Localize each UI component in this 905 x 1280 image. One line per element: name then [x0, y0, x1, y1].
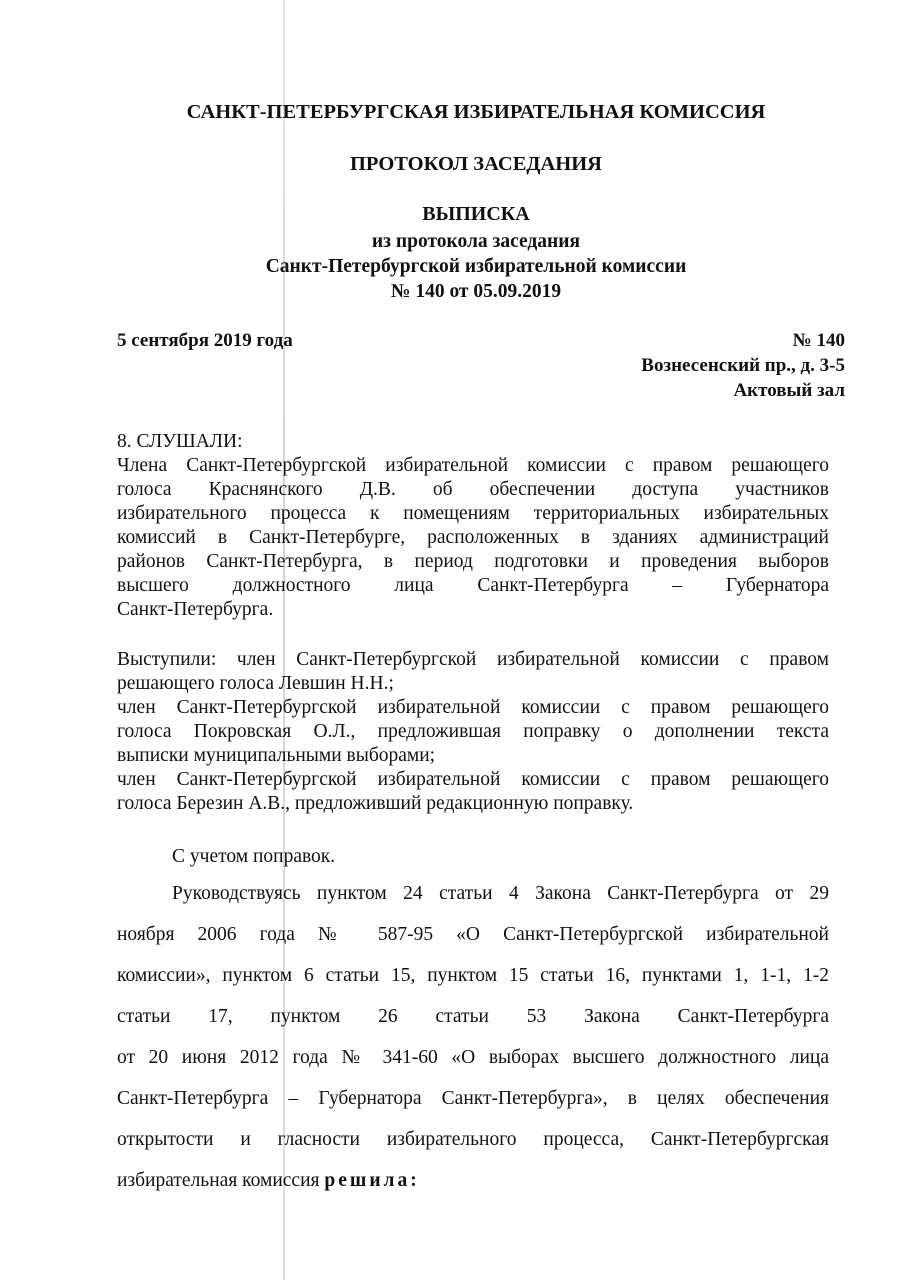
decision-prefix: избирательная комиссия: [117, 1170, 325, 1191]
paragraph-line: открытости и гласности избирательного процесса, Санкт-Петербургская: [117, 1129, 829, 1150]
organization-heading: САНКТ-ПЕТЕРБУРГСКАЯ ИЗБИРАТЕЛЬНАЯ КОМИССИЯ: [186, 101, 766, 123]
paragraph-line: выписки муниципальными выборами;: [117, 745, 436, 766]
paragraph-line: высшего должностного лица Санкт-Петербурга – Губернатора: [117, 575, 829, 596]
paragraph-line: от 20 июня 2012 года № 341-60 «О выборах высшего должностного лица: [117, 1047, 829, 1068]
protocol-number: № 140: [792, 330, 845, 351]
paragraph-line: член Санкт-Петербургской избирательной комиссии с правом решающего: [117, 697, 829, 718]
paragraph-line: Руководствуясь пунктом 24 статьи 4 Закона Санкт-Петербурга от 29: [172, 883, 829, 904]
paragraph-line: голоса Березин А.В., предложивший редакционную поправку.: [117, 793, 634, 814]
paragraph-line: статьи 17, пунктом 26 статьи 53 Закона Санкт-Петербурга: [117, 1006, 829, 1027]
extract-subtitle-1: из протокола заседания: [371, 231, 581, 252]
paragraph-line: голоса Покровская О.Л., предложившая поправку о дополнении текста: [117, 721, 829, 742]
paragraph-line: Санкт-Петербурга – Губернатора Санкт-Петербурга», в целях обеспечения: [117, 1088, 829, 1109]
decision-final-line: [117, 1160, 829, 1201]
paragraph-line: Выступили: член Санкт-Петербургской избирательной комиссии с правом: [117, 649, 829, 670]
paragraph-line: избирательного процесса к помещениям территориальных избирательных: [117, 503, 829, 524]
extract-subtitle-3: № 140 от 05.09.2019: [390, 281, 562, 302]
extract-subtitle-2: Санкт-Петербургской избирательной комиссии: [265, 256, 687, 277]
paragraph-line: комиссии», пунктом 6 статьи 15, пунктом 15 статьи 16, пунктами 1, 1-1, 1-2: [117, 965, 829, 986]
meeting-date: 5 сентября 2019 года: [117, 330, 293, 351]
amendments-note: С учетом поправок.: [172, 846, 336, 867]
heard-heading: 8. СЛУШАЛИ:: [117, 431, 243, 452]
heard-section: [117, 430, 829, 622]
decision-section: [117, 873, 829, 1201]
paragraph-line: комиссий в Санкт-Петербурге, расположенных в зданиях администраций: [117, 527, 829, 548]
speakers-section: [117, 648, 829, 816]
paragraph-line: голоса Краснянского Д.В. об обеспечении доступа участников: [117, 479, 829, 500]
paragraph-line: Санкт-Петербурга.: [117, 599, 274, 620]
paragraph-line: Члена Санкт-Петербургской избирательной комиссии с правом решающего: [117, 455, 829, 476]
paragraph-line: член Санкт-Петербургской избирательной комиссии с правом решающего: [117, 769, 829, 790]
paragraph-line: решающего голоса Левшин Н.Н.;: [117, 673, 394, 694]
paragraph-line: районов Санкт-Петербурга, в период подготовки и проведения выборов: [117, 551, 829, 572]
extract-title: ВЫПИСКА: [422, 203, 530, 225]
resolved-word: решила:: [324, 1170, 420, 1191]
meeting-address: Вознесенский пр., д. 3-5: [641, 355, 845, 376]
paragraph-line: ноября 2006 года № 587-95 «О Санкт-Петербургской избирательной: [117, 924, 829, 945]
meeting-room: Актовый зал: [733, 380, 845, 401]
protocol-title: ПРОТОКОЛ ЗАСЕДАНИЯ: [349, 153, 602, 175]
